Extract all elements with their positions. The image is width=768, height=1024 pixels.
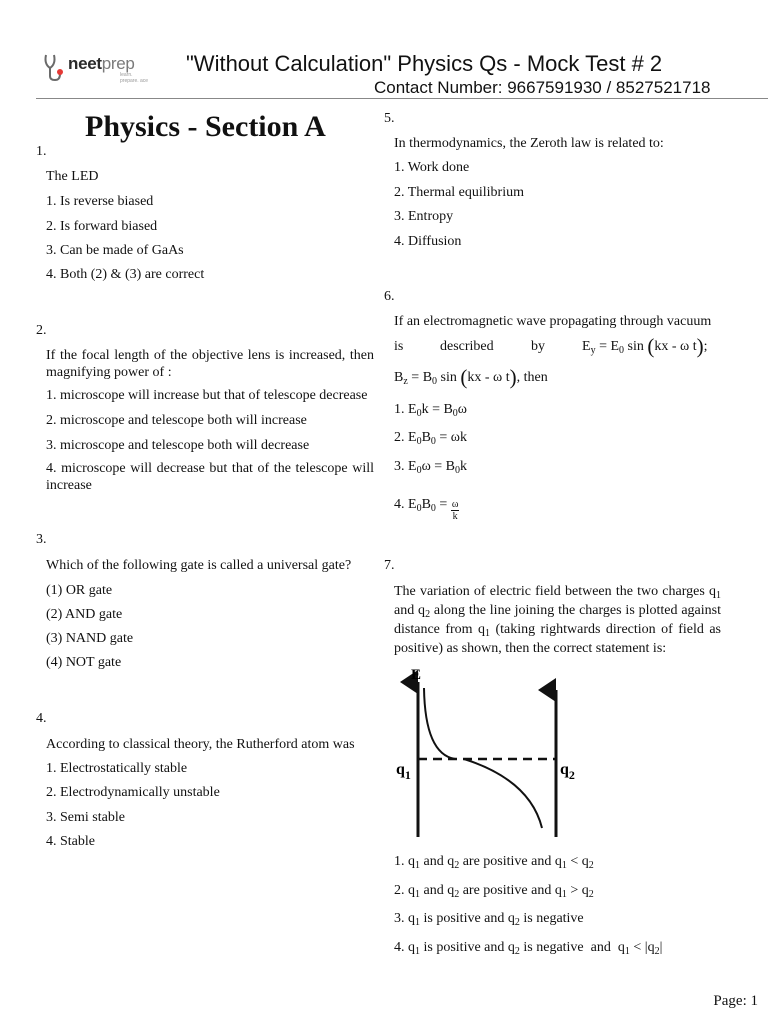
option: 1. microscope will increase but that of telescope decrease — [46, 388, 368, 403]
option: 4. $q_1$ is positive and $q_2$ is negative and $q_1 < |q_2|$ — [394, 940, 663, 957]
question-text: The variation of electric field between the two charges $q_1$ and $q_2$ along the line joining the charges is plotted against distance from $q_1$ (taking rightwards direction of field as positive) as shown, then the correct statement is: — [394, 584, 721, 656]
option: 3. microscope and telescope both will decrease — [46, 438, 310, 453]
neetprep-logo — [42, 52, 152, 82]
option: 3. Can be made of GaAs — [46, 243, 184, 258]
question-number: 1. — [36, 144, 47, 159]
option: 3. Semi stable — [46, 810, 125, 825]
question-number: 2. — [36, 323, 47, 338]
option: 4. $E_0B_0$ = $\frac{\omega}{k}$ — [394, 497, 459, 522]
field-curve-left — [424, 688, 455, 759]
option: 2. Electrodynamically unstable — [46, 785, 220, 800]
question-text: In thermodynamics, the Zeroth law is related to: — [394, 136, 664, 151]
logo-brand-a: neet — [68, 54, 102, 73]
option: 1. Is reverse biased — [46, 194, 154, 209]
option: 2. Thermal equilibrium — [394, 185, 524, 200]
option: 1. $q_1$ and $q_2$ are positive and $q_1 < q_2$ — [394, 854, 594, 871]
question-number: 7. — [384, 558, 395, 573]
option: 1. $E_0k = B_0\omega$ — [394, 402, 468, 419]
option: (1) OR gate — [46, 583, 113, 598]
question-text: by — [531, 339, 545, 354]
option: (4) NOT gate — [46, 655, 122, 670]
logo-brand-b: prep — [101, 54, 135, 73]
question-text: Which of the following gate is called a universal gate? — [46, 558, 352, 573]
section-title: Physics - Section A — [85, 110, 326, 143]
axis-label-E: E — [411, 667, 422, 683]
question-text: The LED — [46, 169, 99, 184]
contact-number: Contact Number: 9667591930 / 8527521718 — [374, 78, 711, 97]
option: 3. $E_0\omega = B_0k$ — [394, 459, 468, 476]
page-title: "Without Calculation" Physics Qs - Mock Test # 2 — [186, 51, 663, 76]
electric-field-graph — [392, 662, 592, 842]
fraction: $\frac{\omega}{k}$ — [451, 499, 459, 522]
option: 3. Entropy — [394, 209, 454, 224]
option: 2. Is forward biased — [46, 219, 158, 234]
question-number: 6. — [384, 289, 395, 304]
question-number: 3. — [36, 532, 47, 547]
charge-label-q2: $q_2$ — [560, 761, 575, 782]
page-number: Page: 1 — [713, 993, 758, 1009]
logo-tagline: learn. prepare. ace — [120, 72, 149, 84]
question-number: 4. — [36, 711, 47, 726]
option: 4. Stable — [46, 834, 95, 849]
option: 1. Electrostatically stable — [46, 761, 188, 776]
stethoscope-icon — [42, 52, 66, 82]
option: 4. Diffusion — [394, 234, 462, 249]
option: 4. Both (2) & (3) are correct — [46, 267, 205, 282]
question-text: According to classical theory, the Rutherford atom was — [46, 737, 355, 752]
charge-label-q1: $q_1$ — [396, 761, 411, 782]
question-text: If the focal length of the objective lens is increased, then magnifying power of : — [46, 348, 374, 380]
question-text: described — [440, 339, 494, 354]
question-text: is — [394, 339, 404, 354]
option: 1. Work done — [394, 160, 470, 175]
option: 2. $q_1$ and $q_2$ are positive and $q_1 > q_2$ — [394, 883, 594, 900]
equation-ey: $E_y = E_0$ sin (kx - ω t); — [582, 334, 708, 358]
field-curve-right — [464, 759, 542, 828]
option: 2. microscope and telescope both will increase — [46, 413, 307, 428]
option: (2) AND gate — [46, 607, 123, 622]
option: 4. microscope will decrease but that of the telescope will increase — [46, 461, 374, 493]
header-divider — [36, 98, 768, 99]
option: (3) NAND gate — [46, 631, 134, 646]
option: 2. $E_0B_0 = \omega k$ — [394, 430, 468, 447]
question-number: 5. — [384, 111, 395, 126]
option: 3. $q_1$ is positive and $q_2$ is negative — [394, 911, 584, 928]
equation-bz: $B_z = B_0$ sin (kx - ω t), then — [394, 365, 548, 389]
question-text: If an electromagnetic wave propagating through vacuum — [394, 314, 712, 329]
